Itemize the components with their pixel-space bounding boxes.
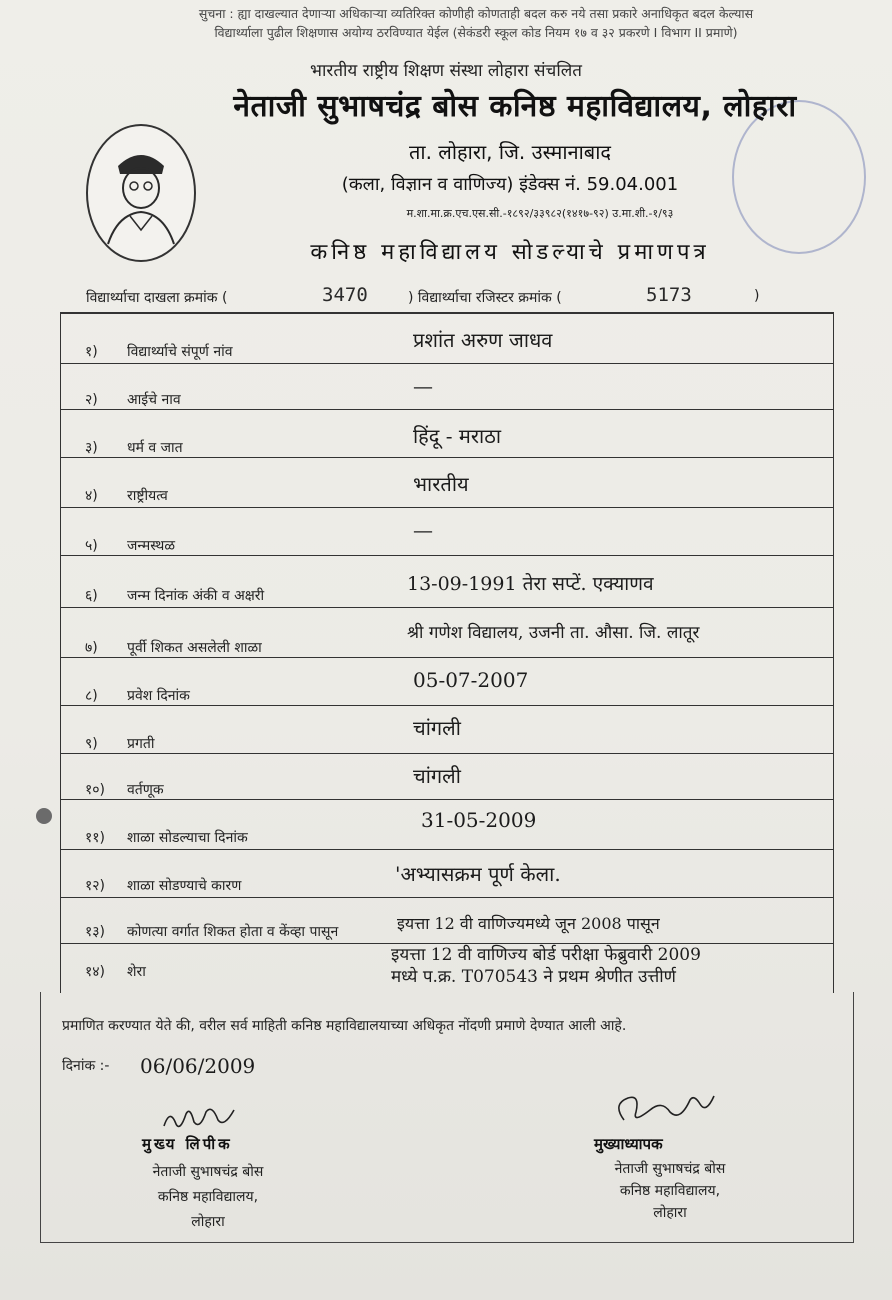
row-label: कोणत्या वर्गात शिकत होता व केंव्हा पासून	[127, 924, 339, 940]
register-no-value: 5173	[646, 284, 692, 306]
table-row	[61, 657, 833, 705]
row-value: 13-09-1991 तेरा सप्टें. एक्याणव	[407, 573, 654, 595]
remarks-value	[391, 944, 831, 988]
society-name: भारतीय राष्ट्रीय शिक्षण संस्था लोहारा संचलित	[310, 61, 582, 81]
row-label: राष्ट्रीयत्व	[127, 488, 168, 504]
portrait-icon	[88, 126, 194, 260]
notice-line-2: विद्यार्थ्याला पुढील शिक्षणास अयोग्य ठरविण्यात येईल (सेकंडरी स्कूल कोड नियम १७ व ३२ प्रकरणे I विभाग II प्रमाणे)	[214, 25, 738, 40]
details-table	[60, 312, 834, 993]
notice-line-1: सुचना : ह्या दाखल्यात देणाऱ्या अधिकाऱ्या व्यतिरिक्त कोणीही कोणताही बदल करु नये तसा प्रकारे अनाधिकृत बदल केल्यास	[198, 6, 754, 21]
college-address: ता. लोहारा, जि. उस्मानाबाद	[408, 140, 612, 164]
row-label: आईचे नाव	[127, 392, 181, 408]
table-row	[61, 943, 833, 993]
clerk-title: मुख्य लिपीक	[142, 1135, 233, 1153]
row-number: ६)	[85, 588, 98, 604]
principal-signature-icon	[610, 1090, 720, 1130]
row-value: 31-05-2009	[421, 808, 537, 832]
row-label: जन्म दिनांक अंकी व अक्षरी	[127, 588, 265, 604]
table-row	[61, 313, 833, 363]
row-value: श्री गणेश विद्यालय, उजनी ता. औसा. जि. लातूर	[407, 623, 700, 643]
table-row	[61, 507, 833, 555]
table-row	[61, 555, 833, 607]
admission-no-value: 3470	[322, 284, 368, 306]
row-value: —	[413, 518, 433, 542]
punch-hole	[36, 808, 52, 824]
table-row	[61, 607, 833, 657]
remarks-line-2: मध्ये प.क्र. T070543 ने प्रथम श्रेणीत उत्तीर्ण	[391, 967, 676, 987]
register-no-close: )	[754, 288, 760, 304]
row-number: ८)	[85, 688, 98, 704]
row-label: शाळा सोडल्याचा दिनांक	[127, 830, 248, 846]
row-value: भारतीय	[413, 472, 469, 496]
row-value: चांगली	[413, 716, 461, 740]
table-row	[61, 409, 833, 457]
row-label: प्रवेश दिनांक	[127, 688, 190, 704]
issue-date-value: 06/06/2009	[140, 1054, 256, 1078]
portrait-emblem	[86, 124, 196, 262]
clerk-line-3: लोहारा	[191, 1214, 225, 1230]
row-label: पूर्वी शिकत असलेली शाळा	[127, 640, 262, 656]
row-number: १४)	[85, 964, 106, 980]
principal-line-2: कनिष्ठ महाविद्यालय,	[619, 1183, 721, 1199]
table-row	[61, 363, 833, 409]
table-row	[61, 849, 833, 897]
row-value: —	[413, 374, 433, 398]
row-number: २)	[85, 392, 98, 408]
declaration-text: प्रमाणित करण्यात येते की, वरील सर्व माहिती कनिष्ठ महाविद्यालयाच्या अधिकृत नोंदणी प्रमाणे देण्यात आली आहे.	[62, 1018, 627, 1034]
row-number: ७)	[85, 640, 98, 656]
table-row	[61, 799, 833, 849]
row-value: प्रशांत अरुण जाधव	[413, 328, 553, 352]
row-label: शेरा	[127, 964, 146, 980]
table-row	[61, 897, 833, 943]
table-row	[61, 457, 833, 507]
row-value: हिंदू - मराठा	[413, 424, 502, 448]
certificate-title: कनिष्ठ महाविद्यालय सोडल्याचे प्रमाणपत्र	[310, 240, 710, 265]
row-value: इयत्ता 12 वी वाणिज्यमध्ये जून 2008 पासून	[397, 914, 660, 933]
principal-title: मुख्याध्यापक	[594, 1135, 663, 1153]
row-number: ५)	[85, 538, 98, 554]
row-label: विद्यार्थ्याचे संपूर्ण नांव	[127, 344, 233, 360]
row-number: ११)	[85, 830, 106, 846]
admission-no-label: विद्यार्थ्याचा दाखला क्रमांक (	[86, 290, 228, 306]
principal-line-1: नेताजी सुभाषचंद्र बोस	[614, 1161, 726, 1177]
row-number: ३)	[85, 440, 98, 456]
table-row	[61, 705, 833, 753]
row-label: प्रगती	[127, 736, 155, 752]
college-faculty-index: (कला, विज्ञान व वाणिज्य) इंडेक्स नं. 59.04.001	[341, 174, 679, 195]
row-number: १२)	[85, 878, 106, 894]
row-value: चांगली	[413, 764, 461, 788]
register-no-label: ) विद्यार्थ्याचा रजिस्टर क्रमांक (	[408, 290, 562, 306]
clerk-signature-icon	[160, 1104, 240, 1135]
clerk-line-1: नेताजी सुभाषचंद्र बोस	[152, 1164, 264, 1180]
clerk-line-2: कनिष्ठ महाविद्यालय,	[157, 1189, 259, 1205]
row-number: १)	[85, 344, 98, 360]
row-value: 05-07-2007	[413, 668, 529, 692]
row-number: १३)	[85, 924, 106, 940]
row-label: जन्मस्थळ	[127, 538, 175, 554]
principal-stamp-block	[560, 1158, 780, 1224]
row-number: ९)	[85, 736, 98, 752]
remarks-line-1: इयत्ता 12 वी वाणिज्य बोर्ड परीक्षा फेब्रुवारी 2009	[391, 945, 701, 965]
issue-date-label: दिनांक :-	[62, 1058, 110, 1074]
college-name: नेताजी सुभाषचंद्र बोस कनिष्ठ महाविद्यालय, लोहारा	[233, 89, 797, 124]
clerk-stamp-block	[108, 1160, 308, 1235]
table-row	[61, 753, 833, 799]
row-number: ४)	[85, 488, 98, 504]
notice-text	[96, 4, 856, 42]
principal-line-3: लोहारा	[653, 1205, 687, 1221]
row-label: वर्तणूक	[127, 782, 164, 798]
row-label: धर्म व जात	[127, 440, 183, 456]
row-value: 'अभ्यासक्रम पूर्ण केला.	[395, 862, 561, 886]
registration-number: म.शा.मा.क्र.एच.एस.सी.-१८९२/३३९८२(१४१७-९२) उ.मा.शी.-१/९३	[406, 207, 674, 220]
row-number: १०)	[85, 782, 106, 798]
row-label: शाळा सोडण्याचे कारण	[127, 878, 242, 894]
